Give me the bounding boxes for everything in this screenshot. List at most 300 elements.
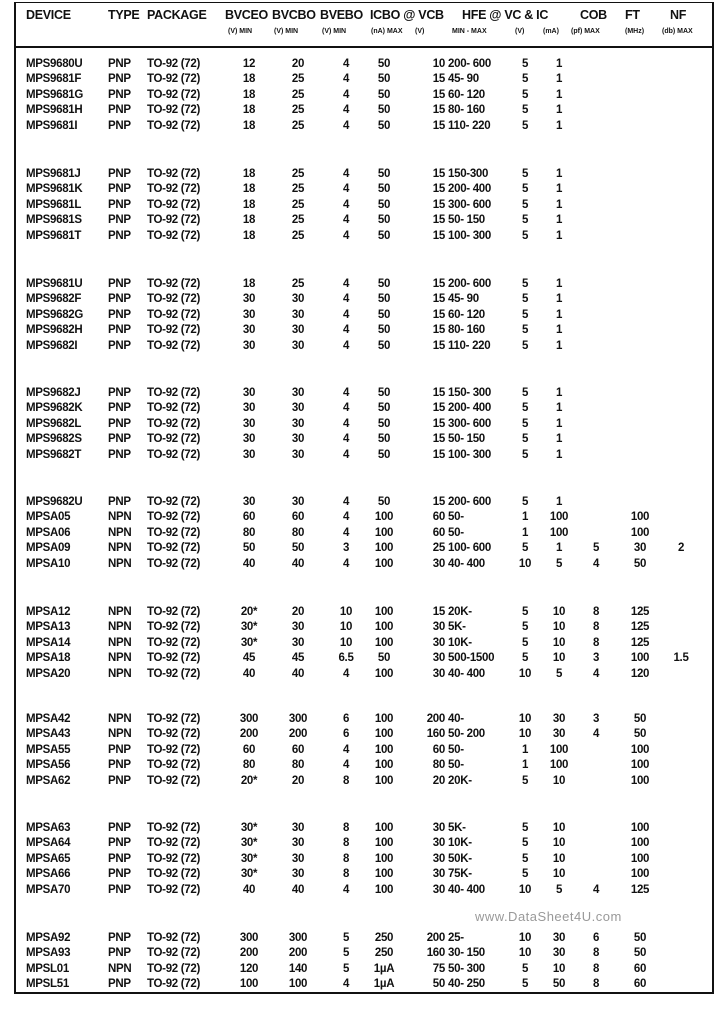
cell-bvceo: 40 [242, 667, 256, 680]
cell-vcb: 30 [432, 883, 445, 896]
cell-vc: 5 [521, 387, 529, 399]
cell-ft: 120 [630, 667, 650, 680]
column-unit: (mA) [543, 28, 559, 35]
cell-bvcbo: 40 [291, 667, 305, 680]
cell-bvcbo: 30 [291, 496, 305, 508]
cell-bvceo: 80 [242, 759, 256, 772]
cell-ic: 1 [555, 324, 563, 337]
table-row [0, 668, 720, 683]
cell-bvebo: 4 [342, 387, 350, 399]
cell-device: MPSA43 [26, 728, 71, 741]
cell-ic: 1 [555, 168, 563, 180]
cell-bvceo: 18 [242, 229, 256, 242]
cell-ic: 1 [555, 229, 563, 242]
cell-bvceo: 45 [242, 652, 256, 665]
column-header: BVEBO [320, 8, 363, 22]
cell-package: TO-92 (72) [147, 198, 201, 211]
cell-package: TO-92 (72) [147, 759, 201, 772]
cell-bvebo: 4 [342, 293, 350, 306]
cell-device: MPS9682H [26, 324, 83, 337]
cell-hfe: 40- 400 [448, 667, 485, 680]
cell-package: TO-92 (72) [147, 387, 201, 399]
cell-bvcbo: 300 [288, 713, 308, 725]
cell-device: MPSA20 [26, 667, 71, 680]
cell-type: PNP [108, 119, 131, 132]
table-row [0, 822, 720, 837]
table-row [0, 947, 720, 962]
cell-hfe: 150-300 [448, 168, 489, 180]
column-header: FT [625, 8, 640, 22]
cell-bvcbo: 30 [291, 308, 305, 321]
cell-icbo: 100 [374, 526, 394, 539]
cell-type: PNP [108, 932, 131, 944]
cell-icbo: 50 [377, 433, 391, 446]
cell-icbo: 100 [374, 822, 394, 834]
cell-ft: 125 [630, 636, 650, 649]
cell-bvcbo: 50 [291, 542, 305, 555]
cell-type: PNP [108, 417, 131, 430]
cell-hfe: 100- 300 [448, 229, 491, 242]
cell-vc: 5 [521, 417, 529, 430]
cell-bvebo: 5 [342, 962, 350, 975]
cell-hfe: 40- 400 [448, 557, 485, 570]
cell-vcb: 15 [432, 183, 445, 196]
cell-device: MPS9681J [26, 168, 81, 180]
cell-vc: 5 [521, 868, 529, 881]
cell-ft: 100 [630, 774, 650, 787]
table-row [0, 496, 720, 511]
cell-package: TO-92 (72) [147, 743, 201, 756]
cell-icbo: 250 [374, 932, 394, 944]
cell-ft: 50 [633, 728, 647, 741]
cell-vcb: 30 [432, 667, 445, 680]
cell-bvcbo: 30 [291, 402, 305, 415]
cell-vcb: 15 [432, 417, 445, 430]
cell-type: PNP [108, 822, 131, 834]
cell-device: MPSA64 [26, 837, 71, 850]
cell-package: TO-92 (72) [147, 119, 201, 132]
cell-bvebo: 10 [339, 636, 353, 649]
cell-bvceo: 60 [242, 511, 256, 524]
cell-vcb: 15 [432, 402, 445, 415]
cell-cob: 8 [592, 621, 600, 634]
cell-hfe: 50- [448, 743, 464, 756]
cell-bvebo: 8 [342, 774, 350, 787]
cell-ft: 125 [630, 883, 650, 896]
cell-package: TO-92 (72) [147, 652, 201, 665]
cell-package: TO-92 (72) [147, 978, 201, 991]
cell-bvebo: 4 [342, 883, 350, 896]
table-row [0, 340, 720, 355]
cell-device: MPSA56 [26, 759, 71, 772]
cell-package: TO-92 (72) [147, 183, 201, 196]
cell-bvceo: 18 [242, 183, 256, 196]
cell-type: NPN [108, 606, 132, 618]
cell-icbo: 50 [377, 198, 391, 211]
cell-hfe: 200- 600 [448, 496, 491, 508]
table-row [0, 744, 720, 759]
cell-package: TO-92 (72) [147, 402, 201, 415]
cell-bvceo: 200 [239, 947, 259, 960]
cell-ic: 1 [555, 198, 563, 211]
table-row [0, 89, 720, 104]
cell-vcb: 30 [432, 852, 445, 865]
cell-ft: 100 [630, 837, 650, 850]
cell-bvebo: 4 [342, 183, 350, 196]
cell-icbo: 100 [374, 759, 394, 772]
column-unit: (V) MIN [322, 28, 347, 35]
cell-icbo: 50 [377, 293, 391, 306]
cell-cob: 4 [592, 667, 600, 680]
cell-ic: 30 [552, 947, 566, 960]
cell-hfe: 200- 400 [448, 183, 491, 196]
cell-bvceo: 40 [242, 557, 256, 570]
cell-bvebo: 4 [342, 198, 350, 211]
cell-vcb: 30 [432, 621, 445, 634]
cell-bvcbo: 30 [291, 822, 305, 834]
column-header: BVCBO [272, 8, 316, 22]
cell-vcb: 60 [432, 743, 445, 756]
cell-ic: 10 [552, 837, 566, 850]
cell-vc: 10 [518, 728, 532, 741]
cell-vc: 5 [521, 229, 529, 242]
cell-bvceo: 60 [242, 743, 256, 756]
cell-bvcbo: 25 [291, 229, 305, 242]
cell-type: PNP [108, 496, 131, 508]
cell-hfe: 300- 600 [448, 198, 491, 211]
table-row [0, 775, 720, 790]
cell-device: MPSA18 [26, 652, 71, 665]
cell-package: TO-92 (72) [147, 293, 201, 306]
cell-ic: 1 [555, 387, 563, 399]
cell-vc: 1 [521, 743, 529, 756]
cell-icbo: 50 [377, 73, 391, 86]
cell-type: PNP [108, 852, 131, 865]
cell-vc: 5 [521, 214, 529, 227]
cell-vcb: 10 [432, 58, 445, 70]
cell-vc: 5 [521, 496, 529, 508]
cell-device: MPS9682T [26, 448, 82, 461]
table-row [0, 433, 720, 448]
table-row [0, 759, 720, 774]
cell-bvebo: 6 [342, 713, 350, 725]
cell-package: TO-92 (72) [147, 496, 201, 508]
cell-package: TO-92 (72) [147, 417, 201, 430]
cell-icbo: 100 [374, 728, 394, 741]
cell-device: MPSA13 [26, 621, 71, 634]
cell-type: PNP [108, 324, 131, 337]
cell-ic: 30 [552, 713, 566, 725]
cell-type: PNP [108, 88, 131, 101]
cell-device: MPS9681S [26, 214, 82, 227]
cell-icbo: 50 [377, 214, 391, 227]
cell-icbo: 100 [374, 713, 394, 725]
cell-device: MPSL01 [26, 962, 69, 975]
cell-device: MPSA06 [26, 526, 71, 539]
cell-bvebo: 6 [342, 728, 350, 741]
cell-package: TO-92 (72) [147, 713, 201, 725]
cell-device: MPS9681L [26, 198, 82, 211]
cell-icbo: 100 [374, 743, 394, 756]
cell-hfe: 80- 160 [448, 324, 485, 337]
cell-package: TO-92 (72) [147, 324, 201, 337]
cell-bvceo: 30 [242, 417, 256, 430]
cell-bvebo: 4 [342, 433, 350, 446]
cell-ic: 10 [552, 652, 566, 665]
cell-bvcbo: 30 [291, 387, 305, 399]
cell-package: TO-92 (72) [147, 278, 201, 290]
cell-vc: 5 [521, 433, 529, 446]
cell-bvcbo: 25 [291, 278, 305, 290]
table-row [0, 868, 720, 883]
cell-hfe: 75K- [448, 868, 472, 881]
cell-bvebo: 8 [342, 852, 350, 865]
cell-vcb: 160 [426, 947, 445, 960]
cell-bvcbo: 25 [291, 104, 305, 117]
cell-bvebo: 4 [342, 448, 350, 461]
cell-vcb: 15 [432, 448, 445, 461]
cell-ic: 1 [555, 119, 563, 132]
cell-type: PNP [108, 837, 131, 850]
cell-bvceo: 30 [242, 293, 256, 306]
cell-icbo: 100 [374, 667, 394, 680]
cell-vc: 5 [521, 978, 529, 991]
table-row [0, 511, 720, 526]
cell-vc: 10 [518, 947, 532, 960]
cell-bvcbo: 100 [288, 978, 308, 991]
cell-ic: 1 [555, 542, 563, 555]
cell-device: MPS9682S [26, 433, 82, 446]
cell-type: NPN [108, 526, 132, 539]
cell-bvceo: 20* [240, 774, 258, 787]
cell-hfe: 20K- [448, 606, 472, 618]
cell-type: PNP [108, 448, 131, 461]
table-row [0, 978, 720, 993]
cell-bvcbo: 30 [291, 339, 305, 352]
cell-hfe: 50- 150 [448, 214, 485, 227]
cell-ft: 100 [630, 868, 650, 881]
table-row [0, 652, 720, 667]
cell-bvcbo: 40 [291, 557, 305, 570]
cell-vc: 1 [521, 759, 529, 772]
cell-cob: 8 [592, 606, 600, 618]
cell-type: PNP [108, 198, 131, 211]
cell-package: TO-92 (72) [147, 308, 201, 321]
cell-bvcbo: 40 [291, 883, 305, 896]
cell-vcb: 60 [432, 511, 445, 524]
column-header: COB [580, 8, 607, 22]
cell-device: MPS9681H [26, 104, 83, 117]
cell-vc: 5 [521, 774, 529, 787]
column-unit: (pf) MAX [571, 28, 600, 35]
cell-device: MPSA65 [26, 852, 71, 865]
cell-package: TO-92 (72) [147, 58, 201, 70]
cell-hfe: 40- [448, 713, 464, 725]
cell-bvebo: 4 [342, 278, 350, 290]
cell-bvebo: 4 [342, 667, 350, 680]
cell-type: PNP [108, 743, 131, 756]
cell-bvcbo: 25 [291, 183, 305, 196]
cell-type: PNP [108, 339, 131, 352]
cell-vcb: 200 [426, 932, 445, 944]
cell-vcb: 15 [432, 104, 445, 117]
cell-package: TO-92 (72) [147, 883, 201, 896]
cell-bvceo: 30 [242, 308, 256, 321]
cell-bvcbo: 25 [291, 198, 305, 211]
cell-bvceo: 30 [242, 324, 256, 337]
cell-device: MPSL51 [26, 978, 69, 991]
cell-icbo: 50 [377, 339, 391, 352]
cell-type: PNP [108, 229, 131, 242]
cell-vc: 5 [521, 837, 529, 850]
cell-package: TO-92 (72) [147, 214, 201, 227]
cell-vc: 5 [521, 339, 529, 352]
cell-bvceo: 50 [242, 542, 256, 555]
cell-ic: 1 [555, 73, 563, 86]
cell-bvcbo: 25 [291, 88, 305, 101]
cell-vcb: 15 [432, 198, 445, 211]
cell-ic: 1 [555, 88, 563, 101]
cell-device: MPSA66 [26, 868, 71, 881]
column-unit: (V) MIN [228, 28, 253, 35]
cell-hfe: 5K- [448, 621, 466, 634]
cell-device: MPSA92 [26, 932, 71, 944]
cell-device: MPSA10 [26, 557, 71, 570]
cell-ft: 100 [630, 652, 650, 665]
cell-type: NPN [108, 542, 132, 555]
cell-hfe: 100- 600 [448, 542, 491, 555]
cell-vc: 1 [521, 526, 529, 539]
cell-vcb: 15 [432, 606, 445, 618]
cell-vc: 5 [521, 183, 529, 196]
cell-vc: 5 [521, 542, 529, 555]
cell-bvceo: 12 [242, 58, 256, 70]
cell-type: NPN [108, 962, 132, 975]
cell-vcb: 80 [432, 759, 445, 772]
cell-bvebo: 5 [342, 932, 350, 944]
cell-icbo: 50 [377, 278, 391, 290]
cell-bvceo: 20* [240, 606, 258, 618]
cell-hfe: 200- 600 [448, 58, 491, 70]
cell-vc: 5 [521, 636, 529, 649]
cell-icbo: 50 [377, 496, 391, 508]
cell-ft: 50 [633, 932, 647, 944]
cell-device: MPS9681F [26, 73, 82, 86]
cell-package: TO-92 (72) [147, 606, 201, 618]
table-row [0, 183, 720, 198]
cell-package: TO-92 (72) [147, 962, 201, 975]
cell-vc: 10 [518, 883, 532, 896]
cell-device: MPS9682L [26, 417, 82, 430]
cell-bvebo: 6.5 [338, 652, 354, 665]
cell-vc: 5 [521, 88, 529, 101]
cell-vc: 5 [521, 308, 529, 321]
cell-vcb: 15 [432, 496, 445, 508]
cell-vcb: 15 [432, 168, 445, 180]
cell-package: TO-92 (72) [147, 837, 201, 850]
cell-package: TO-92 (72) [147, 868, 201, 881]
cell-bvebo: 4 [342, 402, 350, 415]
cell-bvebo: 3 [342, 542, 350, 555]
cell-bvcbo: 30 [291, 293, 305, 306]
table-row [0, 402, 720, 417]
cell-type: PNP [108, 104, 131, 117]
table-row [0, 324, 720, 339]
cell-vc: 10 [518, 557, 532, 570]
cell-bvebo: 4 [342, 324, 350, 337]
cell-type: PNP [108, 978, 131, 991]
cell-ft: 100 [630, 759, 650, 772]
cell-bvcbo: 25 [291, 73, 305, 86]
table-row [0, 120, 720, 135]
cell-hfe: 50- [448, 511, 464, 524]
cell-vcb: 30 [432, 822, 445, 834]
cell-device: MPS9681K [26, 183, 83, 196]
cell-device: MPSA63 [26, 822, 71, 834]
cell-hfe: 10K- [448, 636, 472, 649]
cell-hfe: 110- 220 [448, 339, 491, 352]
cell-ft: 100 [630, 822, 650, 834]
cell-type: PNP [108, 183, 131, 196]
cell-vcb: 15 [432, 324, 445, 337]
cell-vcb: 15 [432, 293, 445, 306]
cell-vc: 5 [521, 852, 529, 865]
cell-ic: 100 [549, 511, 569, 524]
cell-device: MPS9681U [26, 278, 83, 290]
cell-bvcbo: 30 [291, 621, 305, 634]
cell-vcb: 15 [432, 387, 445, 399]
cell-bvebo: 4 [342, 339, 350, 352]
cell-device: MPS9682G [26, 308, 84, 321]
cell-vcb: 30 [432, 652, 445, 665]
cell-vc: 5 [521, 119, 529, 132]
cell-ic: 100 [549, 759, 569, 772]
table-row [0, 293, 720, 308]
cell-device: MPS9681G [26, 88, 84, 101]
cell-device: MPSA62 [26, 774, 71, 787]
cell-vcb: 160 [426, 728, 445, 741]
cell-bvcbo: 20 [291, 58, 305, 70]
cell-icbo: 100 [374, 606, 394, 618]
cell-vcb: 15 [432, 73, 445, 86]
cell-ft: 50 [633, 947, 647, 960]
cell-ic: 100 [549, 526, 569, 539]
cell-vc: 5 [521, 402, 529, 415]
cell-nf: 2 [677, 542, 685, 555]
cell-hfe: 110- 220 [448, 119, 491, 132]
cell-type: NPN [108, 667, 132, 680]
cell-bvceo: 18 [242, 73, 256, 86]
cell-vcb: 25 [432, 542, 445, 555]
cell-bvceo: 30* [240, 868, 258, 881]
cell-cob: 8 [592, 947, 600, 960]
table-row [0, 449, 720, 464]
table-row [0, 558, 720, 573]
cell-hfe: 5K- [448, 822, 466, 834]
cell-bvceo: 18 [242, 198, 256, 211]
cell-bvceo: 30 [242, 387, 256, 399]
cell-bvebo: 8 [342, 837, 350, 850]
cell-bvceo: 120 [239, 962, 259, 975]
table-row [0, 58, 720, 73]
cell-package: TO-92 (72) [147, 947, 201, 960]
cell-bvcbo: 30 [291, 324, 305, 337]
cell-vcb: 200 [426, 713, 445, 725]
cell-bvceo: 18 [242, 214, 256, 227]
header-divider [14, 46, 714, 48]
cell-hfe: 100- 300 [448, 448, 491, 461]
cell-device: MPSA70 [26, 883, 71, 896]
